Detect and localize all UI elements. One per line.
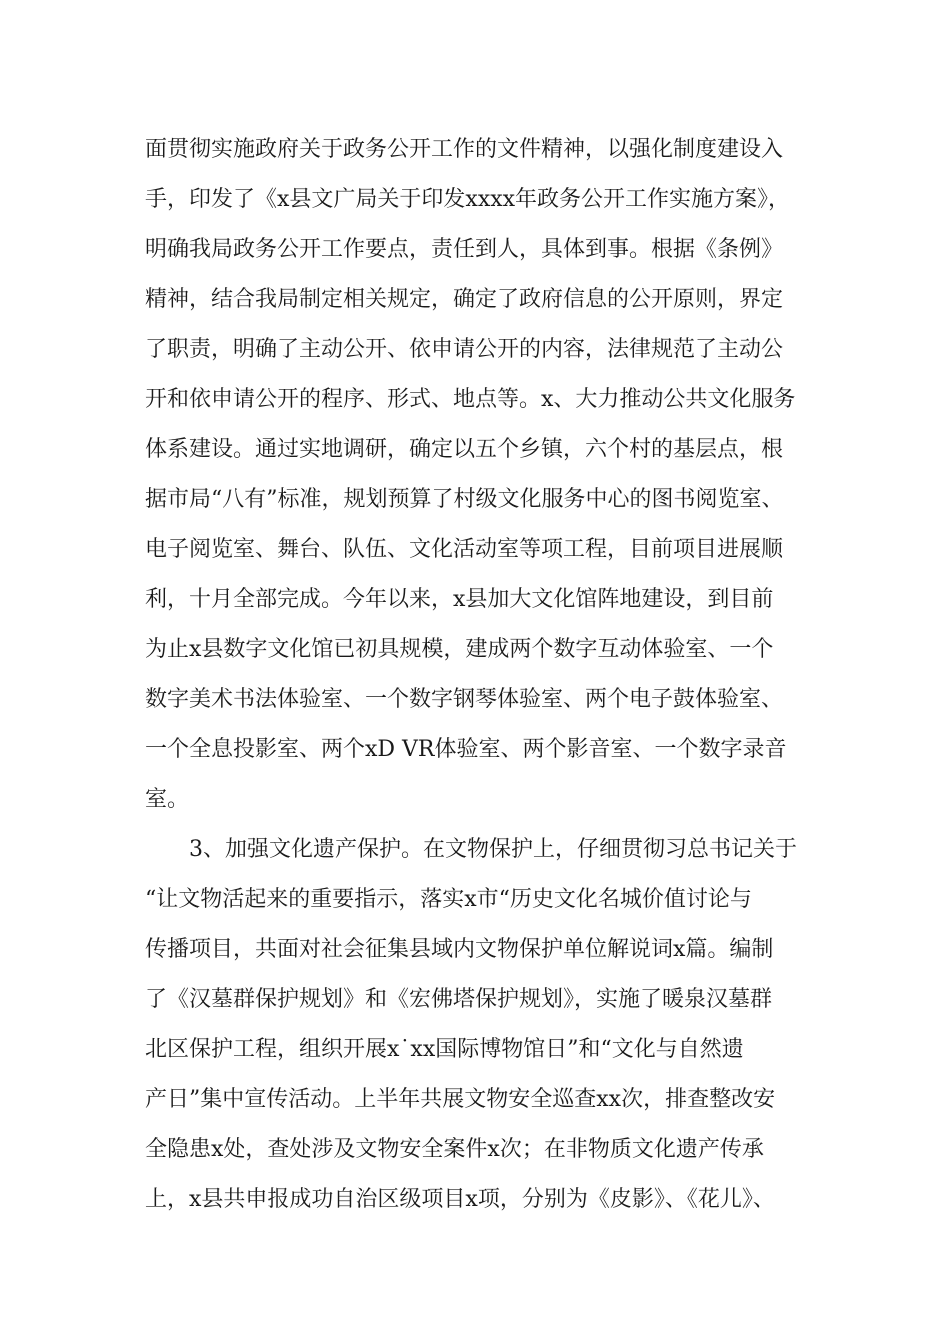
text-line: 了职责，明确了主动公开、依申请公开的内容，法律规范了主动公 [145,337,784,362]
text-line: 产日”集中宣传活动。上半年共展文物安全巡查xx次，排查整改安 [145,1087,776,1112]
paragraph-first-line: 3、加强文化遗产保护。在文物保护上，仔细贯彻习总书记关于 [189,837,797,862]
text-line: 为止x县数字文化馆已初具规模，建成两个数字互动体验室、一个 [145,637,774,662]
text-line: 开和依申请公开的程序、形式、地点等。x、大力推动公共文化服务 [145,387,796,412]
text-line: 电子阅览室、舞台、队伍、文化活动室等项工程，目前项目进展顺 [145,537,784,562]
text-line: 上，x县共申报成功自治区级项目x项，分别为《皮影》、《花儿》、 [145,1187,775,1212]
text-line: 数字美术书法体验室、一个数字钢琴体验室、两个电子鼓体验室、 [145,687,784,712]
text-line: 一个全息投影室、两个xD VR体验室、两个影音室、一个数字录音 [145,737,787,762]
text-line: 据市局“八有”标准，规划预算了村级文化服务中心的图书阅览室、 [145,487,784,512]
text-line: 北区保护工程，组织开展x˙xx国际博物馆日”和“文化与自然遗 [145,1037,744,1062]
text-line: 室。 [145,787,190,812]
text-line: 精神，结合我局制定相关规定，确定了政府信息的公开原则，界定 [145,287,784,312]
text-line: 明确我局政务公开工作要点，责任到人，具体到事。根据《条例》 [145,237,784,262]
text-line: 手，印发了《x县文广局关于印发xxxx年政务公开工作实施方案》， [145,187,791,212]
text-line: 了《汉墓群保护规划》和《宏佛塔保护规划》，实施了暖泉汉墓群 [145,987,773,1012]
text-line: 面贯彻实施政府关于政务公开工作的文件精神，以强化制度建设入 [145,137,784,162]
text-line: 传播项目，共面对社会征集县域内文物保护单位解说词x篇。编制 [145,937,774,962]
text-line: “让文物活起来的重要指示，落实x市“历史文化名城价值讨论与 [145,887,752,912]
text-line: 全隐患x处，查处涉及文物安全案件x次；在非物质文化遗产传承 [145,1137,764,1162]
text-line: 体系建设。通过实地调研，确定以五个乡镇，六个村的基层点，根 [145,437,784,462]
text-line: 利，十月全部完成。今年以来，x县加大文化馆阵地建设，到目前 [145,587,774,612]
